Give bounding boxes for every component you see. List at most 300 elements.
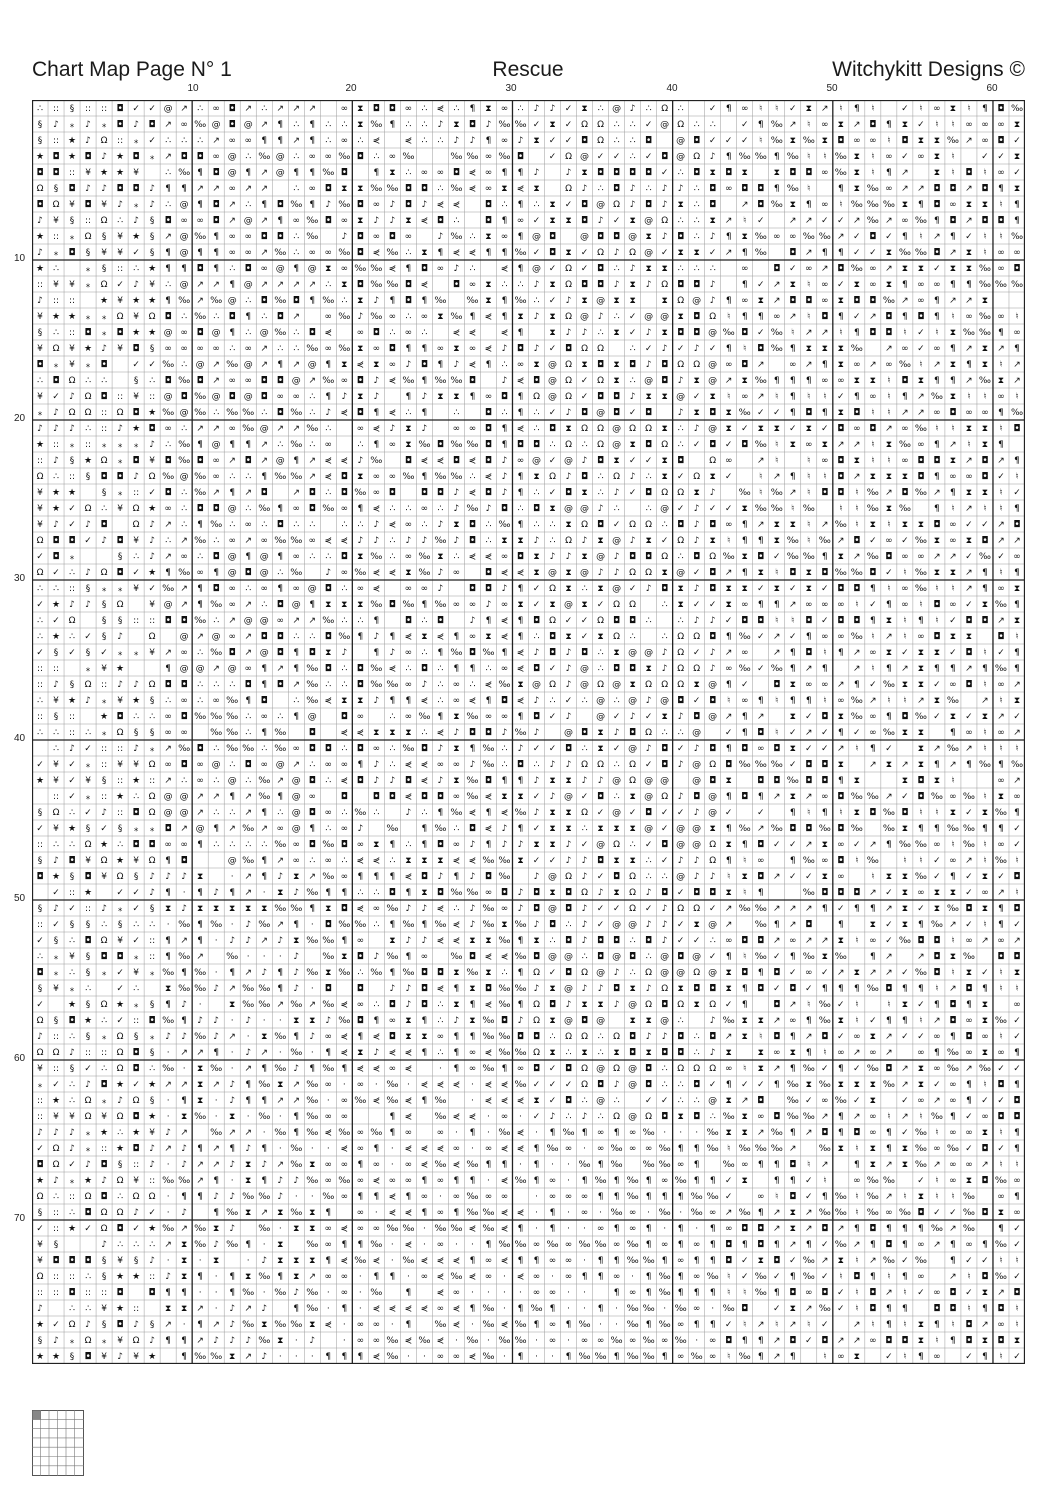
stitch-symbol: ⧗ [1014, 696, 1020, 706]
stitch-symbol: ‰ [226, 408, 238, 418]
stitch-symbol: ∞ [180, 648, 188, 658]
stitch-symbol: ¶ [341, 1352, 347, 1362]
stitch-symbol: ¥ [53, 280, 59, 290]
stitch-symbol: ∴ [69, 840, 75, 850]
stitch-symbol: ⧗ [870, 1160, 876, 1170]
stitch-symbol: ∞ [933, 840, 941, 850]
stitch-symbol: ◘ [68, 536, 75, 546]
column-number: 20 [345, 83, 356, 94]
stitch-symbol: @ [692, 728, 701, 738]
stitch-symbol: ◘ [949, 1016, 956, 1026]
stitch-symbol: ∴ [422, 808, 428, 818]
stitch-symbol: ✓ [837, 216, 845, 226]
stitch-symbol: ∴ [438, 664, 444, 674]
stitch-symbol: ♪ [438, 232, 444, 242]
stitch-symbol: ♮ [999, 360, 1002, 370]
stitch-symbol: @ [596, 408, 605, 418]
stitch-symbol: ♪ [454, 504, 460, 514]
stitch-symbol: ♮ [887, 1000, 890, 1010]
stitch-symbol: ♮ [999, 488, 1002, 498]
stitch-symbol: ◘ [933, 456, 940, 466]
stitch-symbol: · [231, 920, 234, 930]
stitch-symbol: ⧗ [213, 1224, 219, 1234]
stitch-symbol: ⁎ [102, 728, 107, 738]
stitch-symbol: ↗ [773, 1352, 781, 1362]
stitch-symbol: ∞ [901, 584, 909, 594]
stitch-symbol: ♪ [502, 488, 508, 498]
stitch-symbol: ∞ [389, 440, 397, 450]
stitch-symbol: ↗ [309, 872, 317, 882]
stitch-symbol: ♮ [887, 584, 890, 594]
stitch-symbol: ⧗ [389, 168, 395, 178]
stitch-symbol: @ [164, 600, 173, 610]
stitch-symbol: § [134, 872, 139, 882]
stitch-symbol: ∞ [949, 1096, 957, 1106]
stitch-symbol: ◘ [565, 936, 572, 946]
stitch-symbol: ¶ [341, 1240, 347, 1250]
stitch-symbol: ◘ [613, 872, 620, 882]
stitch-symbol: ∞ [997, 840, 1005, 850]
stitch-symbol: @ [612, 440, 621, 450]
stitch-symbol: ¶ [165, 952, 171, 962]
stitch-symbol: ¶ [309, 136, 315, 146]
stitch-symbol: ¶ [245, 312, 251, 322]
stitch-symbol: ¶ [357, 1160, 363, 1170]
stitch-symbol: ♪ [630, 184, 636, 194]
stitch-symbol: ∞ [949, 600, 957, 610]
stitch-symbol: ¶ [902, 232, 908, 242]
stitch-symbol: ¶ [518, 264, 524, 274]
stitch-symbol: ⧗ [854, 184, 860, 194]
stitch-symbol: ∴ [197, 136, 203, 146]
stitch-symbol: ⧗ [309, 1320, 315, 1330]
stitch-symbol: ✓ [148, 136, 156, 146]
stitch-symbol: ∞ [901, 344, 909, 354]
stitch-symbol: Ω [149, 472, 156, 482]
stitch-symbol: ◘ [741, 328, 748, 338]
stitch-symbol: ∞ [389, 1016, 397, 1026]
stitch-symbol: ◘ [677, 520, 684, 530]
stitch-symbol: ♮ [823, 152, 826, 162]
stitch-symbol: ◘ [309, 488, 316, 498]
stitch-symbol: ∞ [629, 1208, 637, 1218]
stitch-symbol: Ω [677, 664, 684, 674]
stitch-symbol: ♪ [598, 504, 604, 514]
stitch-symbol: ✓ [36, 1000, 44, 1010]
stitch-symbol: ♪ [101, 344, 107, 354]
stitch-symbol: ♪ [486, 600, 492, 610]
stitch-symbol: ∴ [694, 1032, 700, 1042]
stitch-symbol: ◘ [869, 568, 876, 578]
stitch-symbol: ★ [68, 488, 76, 498]
stitch-symbol: ∞ [260, 712, 268, 722]
stitch-symbol: ‰ [258, 920, 270, 930]
stitch-symbol: § [70, 456, 75, 466]
stitch-symbol: ♮ [743, 1320, 746, 1330]
stitch-symbol: ¶ [229, 792, 235, 802]
stitch-symbol: ✓ [677, 744, 685, 754]
stitch-symbol: ◘ [757, 728, 764, 738]
stitch-symbol: ◘ [133, 1064, 140, 1074]
stitch-symbol: · [487, 1288, 490, 1298]
stitch-symbol: ◘ [885, 1240, 892, 1250]
stitch-symbol: ‰ [386, 824, 398, 834]
stitch-symbol: ∴ [389, 328, 395, 338]
column-number: 10 [187, 83, 198, 94]
stitch-symbol: ‰ [723, 1016, 735, 1026]
stitch-symbol: ⋞ [405, 1304, 413, 1314]
stitch-symbol: ♮ [999, 504, 1002, 514]
stitch-symbol: ◘ [68, 248, 75, 258]
stitch-symbol: Ω [709, 1064, 716, 1074]
stitch-symbol: @ [532, 264, 541, 274]
stitch-symbol: ‰ [659, 1160, 671, 1170]
stitch-symbol: ∞ [421, 584, 429, 594]
stitch-symbol: ✓ [709, 344, 717, 354]
stitch-symbol: ‰ [899, 248, 911, 258]
stitch-symbol: :: [117, 392, 123, 402]
stitch-symbol: § [38, 904, 43, 914]
stitch-symbol: § [102, 1320, 107, 1330]
stitch-symbol: ◘ [757, 200, 764, 210]
stitch-symbol: ‰ [178, 296, 190, 306]
stitch-symbol: ⧗ [1014, 120, 1020, 130]
stitch-symbol: ∴ [325, 120, 331, 130]
stitch-symbol: · [583, 1304, 586, 1314]
stitch-symbol: ♪ [213, 1032, 219, 1042]
stitch-symbol: ♮ [775, 568, 778, 578]
stitch-symbol: ⋞ [437, 904, 445, 914]
stitch-symbol: ∞ [661, 1336, 669, 1346]
stitch-symbol: :: [69, 712, 75, 722]
stitch-symbol: ¶ [902, 312, 908, 322]
stitch-symbol: ¶ [261, 728, 267, 738]
stitch-symbol: ∴ [101, 504, 107, 514]
stitch-symbol: ⧗ [774, 584, 780, 594]
stitch-symbol: ♪ [85, 520, 91, 530]
stitch-symbol: ¥ [53, 776, 59, 786]
stitch-symbol: · [583, 1224, 586, 1234]
stitch-symbol: ⧗ [629, 824, 635, 834]
stitch-symbol: Ω [613, 600, 620, 610]
stitch-symbol: ‰ [787, 1080, 799, 1090]
stitch-symbol: Ω [117, 1048, 124, 1058]
stitch-symbol: ⋞ [517, 1128, 525, 1138]
stitch-symbol: ⁎ [134, 648, 139, 658]
stitch-symbol: ¶ [870, 952, 876, 962]
stitch-symbol: ◘ [629, 616, 636, 626]
stitch-symbol: ◘ [373, 792, 380, 802]
stitch-symbol: ¶ [934, 1320, 940, 1330]
stitch-symbol: ◘ [229, 648, 236, 658]
stitch-symbol: ↗ [981, 1320, 989, 1330]
stitch-symbol: ‰ [370, 1240, 382, 1250]
stitch-symbol: ¶ [277, 968, 283, 978]
stitch-symbol: ⧗ [293, 872, 299, 882]
stitch-symbol: :: [85, 1048, 91, 1058]
stitch-symbol: ♮ [775, 440, 778, 450]
stitch-symbol: ⧗ [726, 600, 732, 610]
stitch-symbol: ‰ [627, 1304, 639, 1314]
stitch-symbol: @ [708, 712, 717, 722]
stitch-symbol: ∴ [85, 984, 91, 994]
stitch-symbol: ⧗ [485, 936, 491, 946]
stitch-symbol: ‰ [322, 296, 334, 306]
stitch-symbol: ♪ [357, 536, 363, 546]
stitch-symbol: ↗ [180, 104, 188, 114]
stitch-symbol: ⋞ [469, 248, 477, 258]
stitch-symbol: Ω [629, 424, 636, 434]
stitch-symbol: ◘ [469, 520, 476, 530]
stitch-symbol: ¶ [758, 1336, 764, 1346]
stitch-symbol: ◘ [549, 248, 556, 258]
stitch-symbol: ∴ [694, 120, 700, 130]
stitch-symbol: ‰ [627, 1176, 639, 1186]
stitch-symbol: ◘ [757, 184, 764, 194]
stitch-symbol: ‰ [290, 1160, 302, 1170]
stitch-symbol: ∞ [949, 520, 957, 530]
stitch-symbol: ♪ [406, 808, 412, 818]
stitch-symbol: ∴ [534, 632, 540, 642]
stitch-symbol: ⧗ [533, 184, 539, 194]
stitch-symbol: ◘ [149, 120, 156, 130]
stitch-symbol: ♪ [181, 1160, 187, 1170]
stitch-symbol: ∞ [869, 728, 877, 738]
stitch-symbol: ∴ [341, 616, 347, 626]
stitch-symbol: ◘ [581, 200, 588, 210]
stitch-symbol: ✓ [901, 1128, 909, 1138]
stitch-symbol: @ [548, 568, 557, 578]
stitch-symbol: ∞ [228, 600, 236, 610]
stitch-symbol: ∴ [678, 168, 684, 178]
stitch-symbol: ♮ [727, 392, 730, 402]
stitch-symbol: ◘ [117, 568, 124, 578]
stitch-symbol: ¶ [486, 696, 492, 706]
stitch-symbol: ‰ [498, 1000, 510, 1010]
stitch-symbol: ✓ [693, 696, 701, 706]
stitch-symbol: ◘ [933, 1304, 940, 1314]
stitch-symbol: ♪ [389, 984, 395, 994]
stitch-symbol: ◘ [709, 1032, 716, 1042]
stitch-symbol: ↗ [917, 392, 925, 402]
stitch-symbol: ♪ [229, 1224, 235, 1234]
stitch-symbol: ∴ [502, 360, 508, 370]
stitch-symbol: :: [149, 936, 155, 946]
stitch-symbol: ↗ [853, 552, 861, 562]
stitch-symbol: ¶ [293, 920, 299, 930]
stitch-symbol: ‰ [354, 568, 366, 578]
stitch-symbol: ♪ [694, 616, 700, 626]
stitch-symbol: Ω [133, 1192, 140, 1202]
stitch-symbol: ◘ [421, 488, 428, 498]
stitch-symbol: ♪ [534, 648, 540, 658]
stitch-symbol: ◘ [597, 856, 604, 866]
stitch-symbol: ¶ [245, 168, 251, 178]
stitch-symbol: ¶ [293, 664, 299, 674]
stitch-symbol: ∞ [917, 1096, 925, 1106]
stitch-symbol: ◘ [629, 552, 636, 562]
stitch-symbol: ⁎ [134, 952, 139, 962]
stitch-symbol: ◘ [453, 456, 460, 466]
stitch-symbol: ◘ [693, 312, 700, 322]
stitch-symbol: ‰ [418, 552, 430, 562]
stitch-symbol: ♪ [245, 920, 251, 930]
stitch-symbol: ↗ [837, 232, 845, 242]
stitch-symbol: ↗ [869, 840, 877, 850]
stitch-symbol: ∞ [373, 344, 381, 354]
stitch-symbol: ‰ [370, 552, 382, 562]
stitch-symbol: ◘ [389, 600, 396, 610]
stitch-symbol: Ω [629, 760, 636, 770]
stitch-symbol: ¶ [966, 760, 972, 770]
stitch-symbol: · [215, 936, 218, 946]
stitch-symbol: ♪ [710, 232, 716, 242]
stitch-symbol: ∞ [853, 1032, 861, 1042]
stitch-symbol: @ [676, 568, 685, 578]
stitch-symbol: ✓ [645, 152, 653, 162]
stitch-symbol: ‰ [258, 776, 270, 786]
stitch-symbol: ∞ [180, 216, 188, 226]
stitch-symbol: ¶ [277, 136, 283, 146]
stitch-symbol: ¶ [213, 1208, 219, 1218]
stitch-symbol: ‰ [514, 984, 526, 994]
stitch-symbol: ¶ [357, 504, 363, 514]
stitch-symbol: ‰ [915, 536, 927, 546]
stitch-symbol: ♪ [133, 744, 139, 754]
stitch-symbol: ★ [148, 1080, 156, 1090]
stitch-symbol: ‰ [370, 280, 382, 290]
stitch-symbol: ‰ [370, 456, 382, 466]
stitch-symbol: @ [580, 680, 589, 690]
stitch-symbol: ✓ [661, 824, 669, 834]
stitch-symbol: ♪ [325, 408, 331, 418]
stitch-symbol: ⧗ [838, 1016, 844, 1026]
stitch-symbol: ∞ [741, 296, 749, 306]
stitch-symbol: ⧗ [533, 1096, 539, 1106]
stitch-symbol: ⋞ [437, 1256, 445, 1266]
stitch-symbol: ∴ [502, 408, 508, 418]
stitch-symbol: ¶ [325, 1256, 331, 1266]
stitch-symbol: ⧗ [437, 552, 443, 562]
stitch-symbol: ⋞ [469, 808, 477, 818]
stitch-symbol: ✓ [677, 472, 685, 482]
stitch-symbol: ⋞ [405, 1096, 413, 1106]
stitch-symbol: ⧗ [645, 232, 651, 242]
stitch-symbol: ∴ [614, 792, 620, 802]
stitch-symbol: ◘ [661, 376, 668, 386]
stitch-symbol: ✓ [52, 568, 60, 578]
stitch-symbol: ∴ [438, 680, 444, 690]
stitch-symbol: ‰ [450, 1224, 462, 1234]
stitch-symbol: ⧗ [629, 680, 635, 690]
stitch-symbol: ¶ [950, 1240, 956, 1250]
stitch-symbol: ◘ [165, 312, 172, 322]
stitch-symbol: ∞ [485, 888, 493, 898]
stitch-symbol: @ [276, 168, 285, 178]
stitch-symbol: ♪ [229, 1080, 235, 1090]
stitch-symbol: ✓ [84, 744, 92, 754]
stitch-symbol: ◘ [565, 1064, 572, 1074]
stitch-symbol: ∞ [373, 1224, 381, 1234]
stitch-symbol: ¶ [966, 1096, 972, 1106]
stitch-symbol: @ [660, 776, 669, 786]
stitch-symbol: ◘ [597, 792, 604, 802]
stitch-symbol: ∞ [212, 152, 220, 162]
stitch-symbol: ¥ [133, 168, 139, 178]
stitch-symbol: ⧗ [549, 776, 555, 786]
stitch-symbol: ✓ [805, 872, 813, 882]
stitch-symbol: ¶ [838, 920, 844, 930]
stitch-symbol: ∞ [164, 424, 172, 434]
stitch-symbol: ∞ [549, 1336, 557, 1346]
stitch-symbol: ∞ [309, 536, 317, 546]
stitch-symbol: ◘ [437, 216, 444, 226]
stitch-symbol: ♮ [775, 696, 778, 706]
stitch-symbol: ⧗ [758, 296, 764, 306]
stitch-symbol: ♮ [855, 856, 858, 866]
stitch-symbol: ◘ [853, 616, 860, 626]
stitch-symbol: ♮ [887, 376, 890, 386]
stitch-symbol: ◘ [869, 1224, 876, 1234]
stitch-symbol: ◘ [277, 520, 284, 530]
stitch-symbol: ♮ [951, 840, 954, 850]
stitch-symbol: · [199, 1000, 202, 1010]
stitch-symbol: ✓ [901, 1256, 909, 1266]
stitch-symbol: @ [292, 776, 301, 786]
stitch-symbol: ‰ [290, 440, 302, 450]
stitch-symbol: ⧗ [453, 712, 459, 722]
stitch-symbol: ∴ [53, 472, 59, 482]
stitch-symbol: @ [644, 792, 653, 802]
stitch-symbol: ∞ [244, 520, 252, 530]
stitch-symbol: ¶ [806, 200, 812, 210]
stitch-symbol: ⧗ [229, 904, 235, 914]
stitch-symbol: ◘ [357, 280, 364, 290]
stitch-symbol: ¶ [261, 1096, 267, 1106]
stitch-symbol: ⧗ [661, 264, 667, 274]
stitch-symbol: ¶ [293, 712, 299, 722]
stitch-symbol: ✓ [821, 616, 829, 626]
stitch-symbol: ♮ [839, 504, 842, 514]
stitch-symbol: ♮ [967, 1304, 970, 1314]
stitch-symbol: ♪ [662, 936, 668, 946]
stitch-symbol: ¥ [53, 1112, 59, 1122]
stitch-symbol: ∴ [486, 536, 492, 546]
stitch-symbol: ★ [36, 152, 44, 162]
stitch-symbol: ♮ [759, 1032, 762, 1042]
stitch-symbol: ✓ [148, 360, 156, 370]
stitch-symbol: ↗ [164, 648, 172, 658]
stitch-symbol: ∞ [581, 1336, 589, 1346]
stitch-symbol: ↗ [981, 936, 989, 946]
stitch-symbol: ¶ [982, 584, 988, 594]
stitch-symbol: ◘ [901, 136, 908, 146]
stitch-symbol: ◘ [229, 312, 236, 322]
stitch-symbol: ⧗ [982, 440, 988, 450]
stitch-symbol: ∞ [949, 792, 957, 802]
stitch-symbol: ∞ [549, 1288, 557, 1298]
stitch-symbol: ∴ [309, 392, 315, 402]
stitch-symbol: ♪ [357, 824, 363, 834]
stitch-symbol: @ [596, 1016, 605, 1026]
stitch-symbol: ↗ [212, 360, 220, 370]
stitch-symbol: ★ [36, 264, 44, 274]
stitch-symbol: ♪ [325, 200, 331, 210]
stitch-symbol: ◘ [581, 1016, 588, 1026]
stitch-symbol: ♪ [85, 696, 91, 706]
stitch-symbol: ♮ [1015, 312, 1018, 322]
stitch-symbol: ¶ [197, 936, 203, 946]
